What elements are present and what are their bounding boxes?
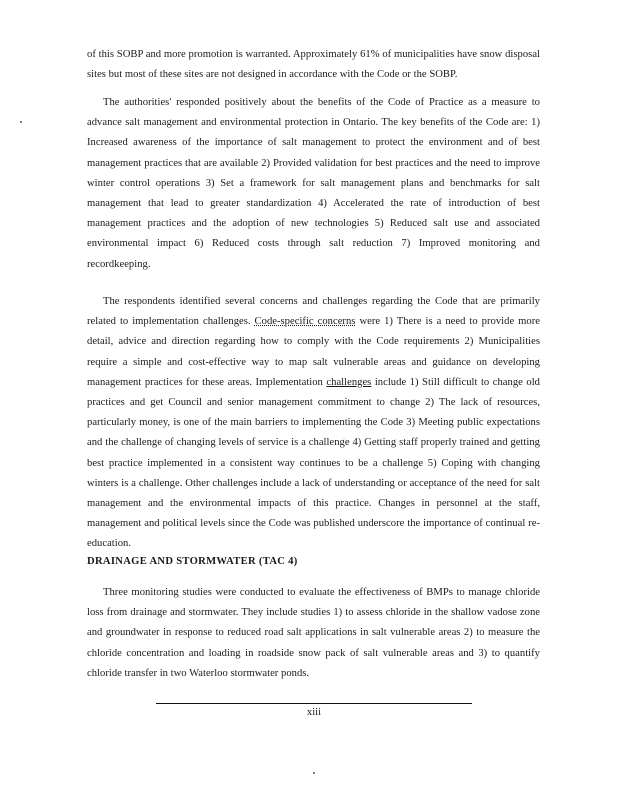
section-heading: DRAINAGE AND STORMWATER (TAC 4) xyxy=(87,556,298,567)
term-challenges: challenges xyxy=(326,376,372,388)
scan-speck xyxy=(313,772,315,774)
paragraph-middle: were 1) There is a need to provide more detail, advice and direction regarding how to comply with the Code requirements 2) Municipalities require a simple and cost-effective way to map salt vulnerable areas and guidance on developing management practices for these areas. Implementation xyxy=(87,316,540,388)
paragraph-text: Three monitoring studies were conducted to evaluate the effectiveness of BMPs to manage chloride loss from drainage and stormwater. They include studies 1) to assess chloride in the shallow vadose zone and groundwater in response to reduced road salt applications in salt vulnerable areas 2) to measure the chloride concentration and loading in roadside snow pack of salt vulnerable areas and 3) to quantify chloride transfer in two Waterloo stormwater ponds. xyxy=(87,587,540,679)
footer-divider xyxy=(156,703,472,704)
paragraph-concerns-challenges xyxy=(87,292,540,555)
paragraph-code-benefits xyxy=(87,93,540,275)
paragraph-text: The authorities' responded positively about the benefits of the Code of Practice as a measure to advance salt management and environmental protection in Ontario. The key benefits of the Code are: 1) Increased awareness of the importance of salt management to protect the environment and of best management practices that are available 2) Provided validation for best practices and the need to improve winter control operations 3) Set a framework for salt management plans and benchmarks for salt management that lead to greater standardization 4) Accelerated the rate of introduction of best management practices and the adoption of new technologies 5) Reduced salt use and associated environmental impact 6) Reduced costs through salt reduction 7) Improved monitoring and recordkeeping. xyxy=(87,97,540,270)
paragraph-intro: The respondents identified several concerns and challenges regarding the Code that are primarily related to implementation challenges. xyxy=(87,296,540,328)
paragraph-rest: include 1) Still difficult to change old practices and get Council and senior management commitment to change 2) The lack of resources, particularly money, is one of the main barriers to implementing the Code 3) Meeting public expectations and the challenge of changing levels of service is a challenge 4) Getting staff properly trained and getting best practice implemented in a consistent way continues to be a challenge 5) Coping with changing winters is a challenge. Other challenges include a lack of understanding or acceptance of the need for salt management and the environmental impacts of this practice. Changes in personnel at the staff, management and political levels since the Code was published underscore the importance of continual re-education. xyxy=(87,376,540,550)
term-code-specific-concerns: Code-specific concerns xyxy=(254,316,356,328)
paragraph-text: of this SOBP and more promotion is warranted. Approximately 61% of municipalities have snow disposal sites but most of these sites are not designed in accordance with the Code or the SOBP. xyxy=(87,49,540,81)
paragraph-snow-disposal xyxy=(87,45,540,85)
scan-speck xyxy=(20,121,22,123)
paragraph-text xyxy=(87,292,540,555)
page-number: xiii xyxy=(306,707,322,718)
paragraph-monitoring-studies xyxy=(87,583,540,684)
